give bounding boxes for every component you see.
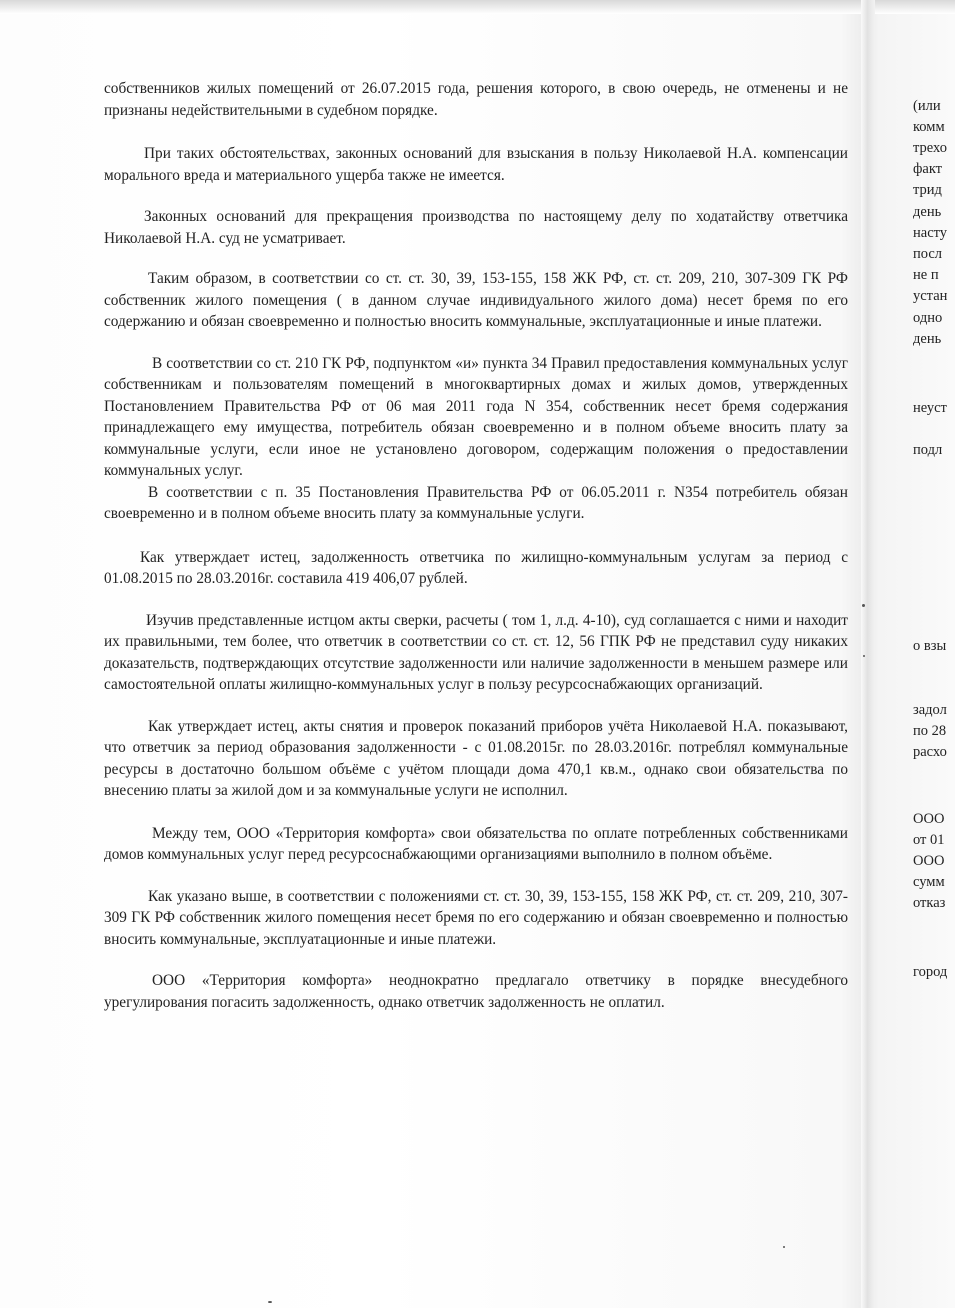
side-line: неуст	[913, 400, 947, 416]
side-line: по 28	[913, 723, 947, 739]
side-line: сумм	[913, 874, 945, 890]
side-line: трид	[913, 182, 942, 198]
paragraph-12: ООО «Территория комфорта» неоднократно предлагало ответчику в порядке внесудебного урегулирования погасить задолженность, однако ответчик задолженность не оплатил.	[104, 972, 848, 1011]
paragraph-6: В соответствии с п. 35 Постановления Правительства РФ от 06.05.2011 г. N354 потребитель обязан своевременно и в полном объеме вносить плату за коммунальные услуги.	[104, 483, 848, 522]
side-line: город	[913, 964, 948, 980]
side-line: устан	[913, 288, 948, 304]
side-line: подл	[913, 442, 943, 458]
side-line: день	[913, 331, 942, 347]
paragraph-4: Таким образом, в соответствии со ст. ст. 30, 39, 153-155, 158 ЖК РФ, ст. ст. 209, 210, 307-309 ГК РФ собственник жилого помещения ( в данном случае индивидуального жилого дома) несет бремя по его содержанию и обязан своевременно и полностью вносить коммунальные, эксплуатационные и иные платежи.	[104, 270, 848, 330]
side-line: одно	[913, 310, 943, 326]
side-line: расхо	[913, 744, 947, 760]
scan-top-shadow	[0, 0, 955, 14]
paragraph-11: Как указано выше, в соответствии с положениями ст. ст. 30, 39, 153-155, 158 ЖК РФ, ст. ст. 209, 210, 307-309 ГК РФ собственник жилого помещения несет бремя по его содержанию и обязан своевременно и полностью вносить коммунальные, эксплуатационные и иные платежи.	[104, 887, 848, 948]
side-line: посл	[913, 246, 943, 262]
adjacent-page-fragment	[913, 96, 955, 996]
side-line: трехо	[913, 140, 947, 156]
side-line: о взы	[913, 638, 947, 654]
side-line: ООО	[913, 853, 945, 869]
scan-speck	[862, 604, 865, 607]
document-body	[104, 78, 848, 1013]
paragraph-9: Как утверждает истец, акты снятия и проверок показаний приборов учёта Николаевой Н.А. показывают, что ответчик за период образования задолженности - с 01.08.2015г. по 28.03.2016г. потреблял коммунальные ресурсы в достаточно большом объёме с учётом площади дома 470,1 кв.м., однако свои обязательства по внесению платы за жилой дом и за коммунальные услуги не исполнил.	[104, 717, 848, 799]
side-line: комм	[913, 119, 945, 135]
side-line: ООО	[913, 811, 945, 827]
side-line: (или	[913, 98, 941, 114]
side-line: от 01	[913, 832, 945, 848]
paragraph-1: собственников жилых помещений от 26.07.2015 года, решения которого, в свою очередь, не отменены и не признаны недействительными в судебном порядке.	[104, 80, 848, 119]
scan-speck	[783, 1246, 785, 1248]
side-line: задол	[913, 702, 947, 718]
side-line: насту	[913, 225, 948, 241]
paragraph-5: В соответствии со ст. 210 ГК РФ, подпунктом «и» пункта 34 Правил предоставления коммунальных услуг собственникам и пользователям помещений в многоквартирных домах и жилых домов, утвержденных Постановлением Правительства РФ от 06 мая 2011 года N 354, собственник несет бремя содержания принадлежащего ему имущества, потребитель обязан своевременно и в полном объеме вносить плату за коммунальные услуги, если иное не установлено договором, содержащим положения о предоставлении коммунальных услуг.	[104, 354, 848, 479]
paragraph-8: Изучив представленные истцом акты сверки, расчеты ( том 1, л.д. 4-10), суд соглашается с ними и находит их правильными, тем более, что ответчик в соответствии со ст. ст. 12, 56 ГПК РФ не представил суду никаких доказательств, подтверждающих отсутствие задолженности или наличие задолженности в меньшем размере или самостоятельной оплаты жилищно-коммунальных услуг в пользу ресурсоснабжающих организаций.	[104, 611, 848, 693]
side-line: отказ	[913, 895, 946, 911]
scan-speck	[268, 1301, 272, 1303]
page-fold	[861, 0, 875, 1308]
paragraph-2: При таких обстоятельствах, законных оснований для взыскания в пользу Николаевой Н.А. компенсации морального вреда и материального ущерба также не имеется.	[104, 145, 848, 184]
paragraph-3: Законных оснований для прекращения производства по настоящему делу по ходатайству ответчика Николаевой Н.А. суд не усматривает.	[104, 208, 848, 247]
paragraph-7: Как утверждает истец, задолженность ответчика по жилищно-коммунальным услугам за период с 01.08.2015 по 28.03.2016г. составила 419 406,07 рублей.	[104, 548, 848, 587]
paragraph-10: Между тем, ООО «Территория комфорта» свои обязательства по оплате потребленных собственниками домов коммунальных услуг перед ресурсоснабжающими организациями выполнило в полном объёме.	[104, 824, 848, 863]
scan-speck	[863, 655, 865, 657]
side-line: день	[913, 204, 942, 220]
side-line: не п	[913, 267, 939, 283]
side-line: факт	[913, 161, 943, 177]
